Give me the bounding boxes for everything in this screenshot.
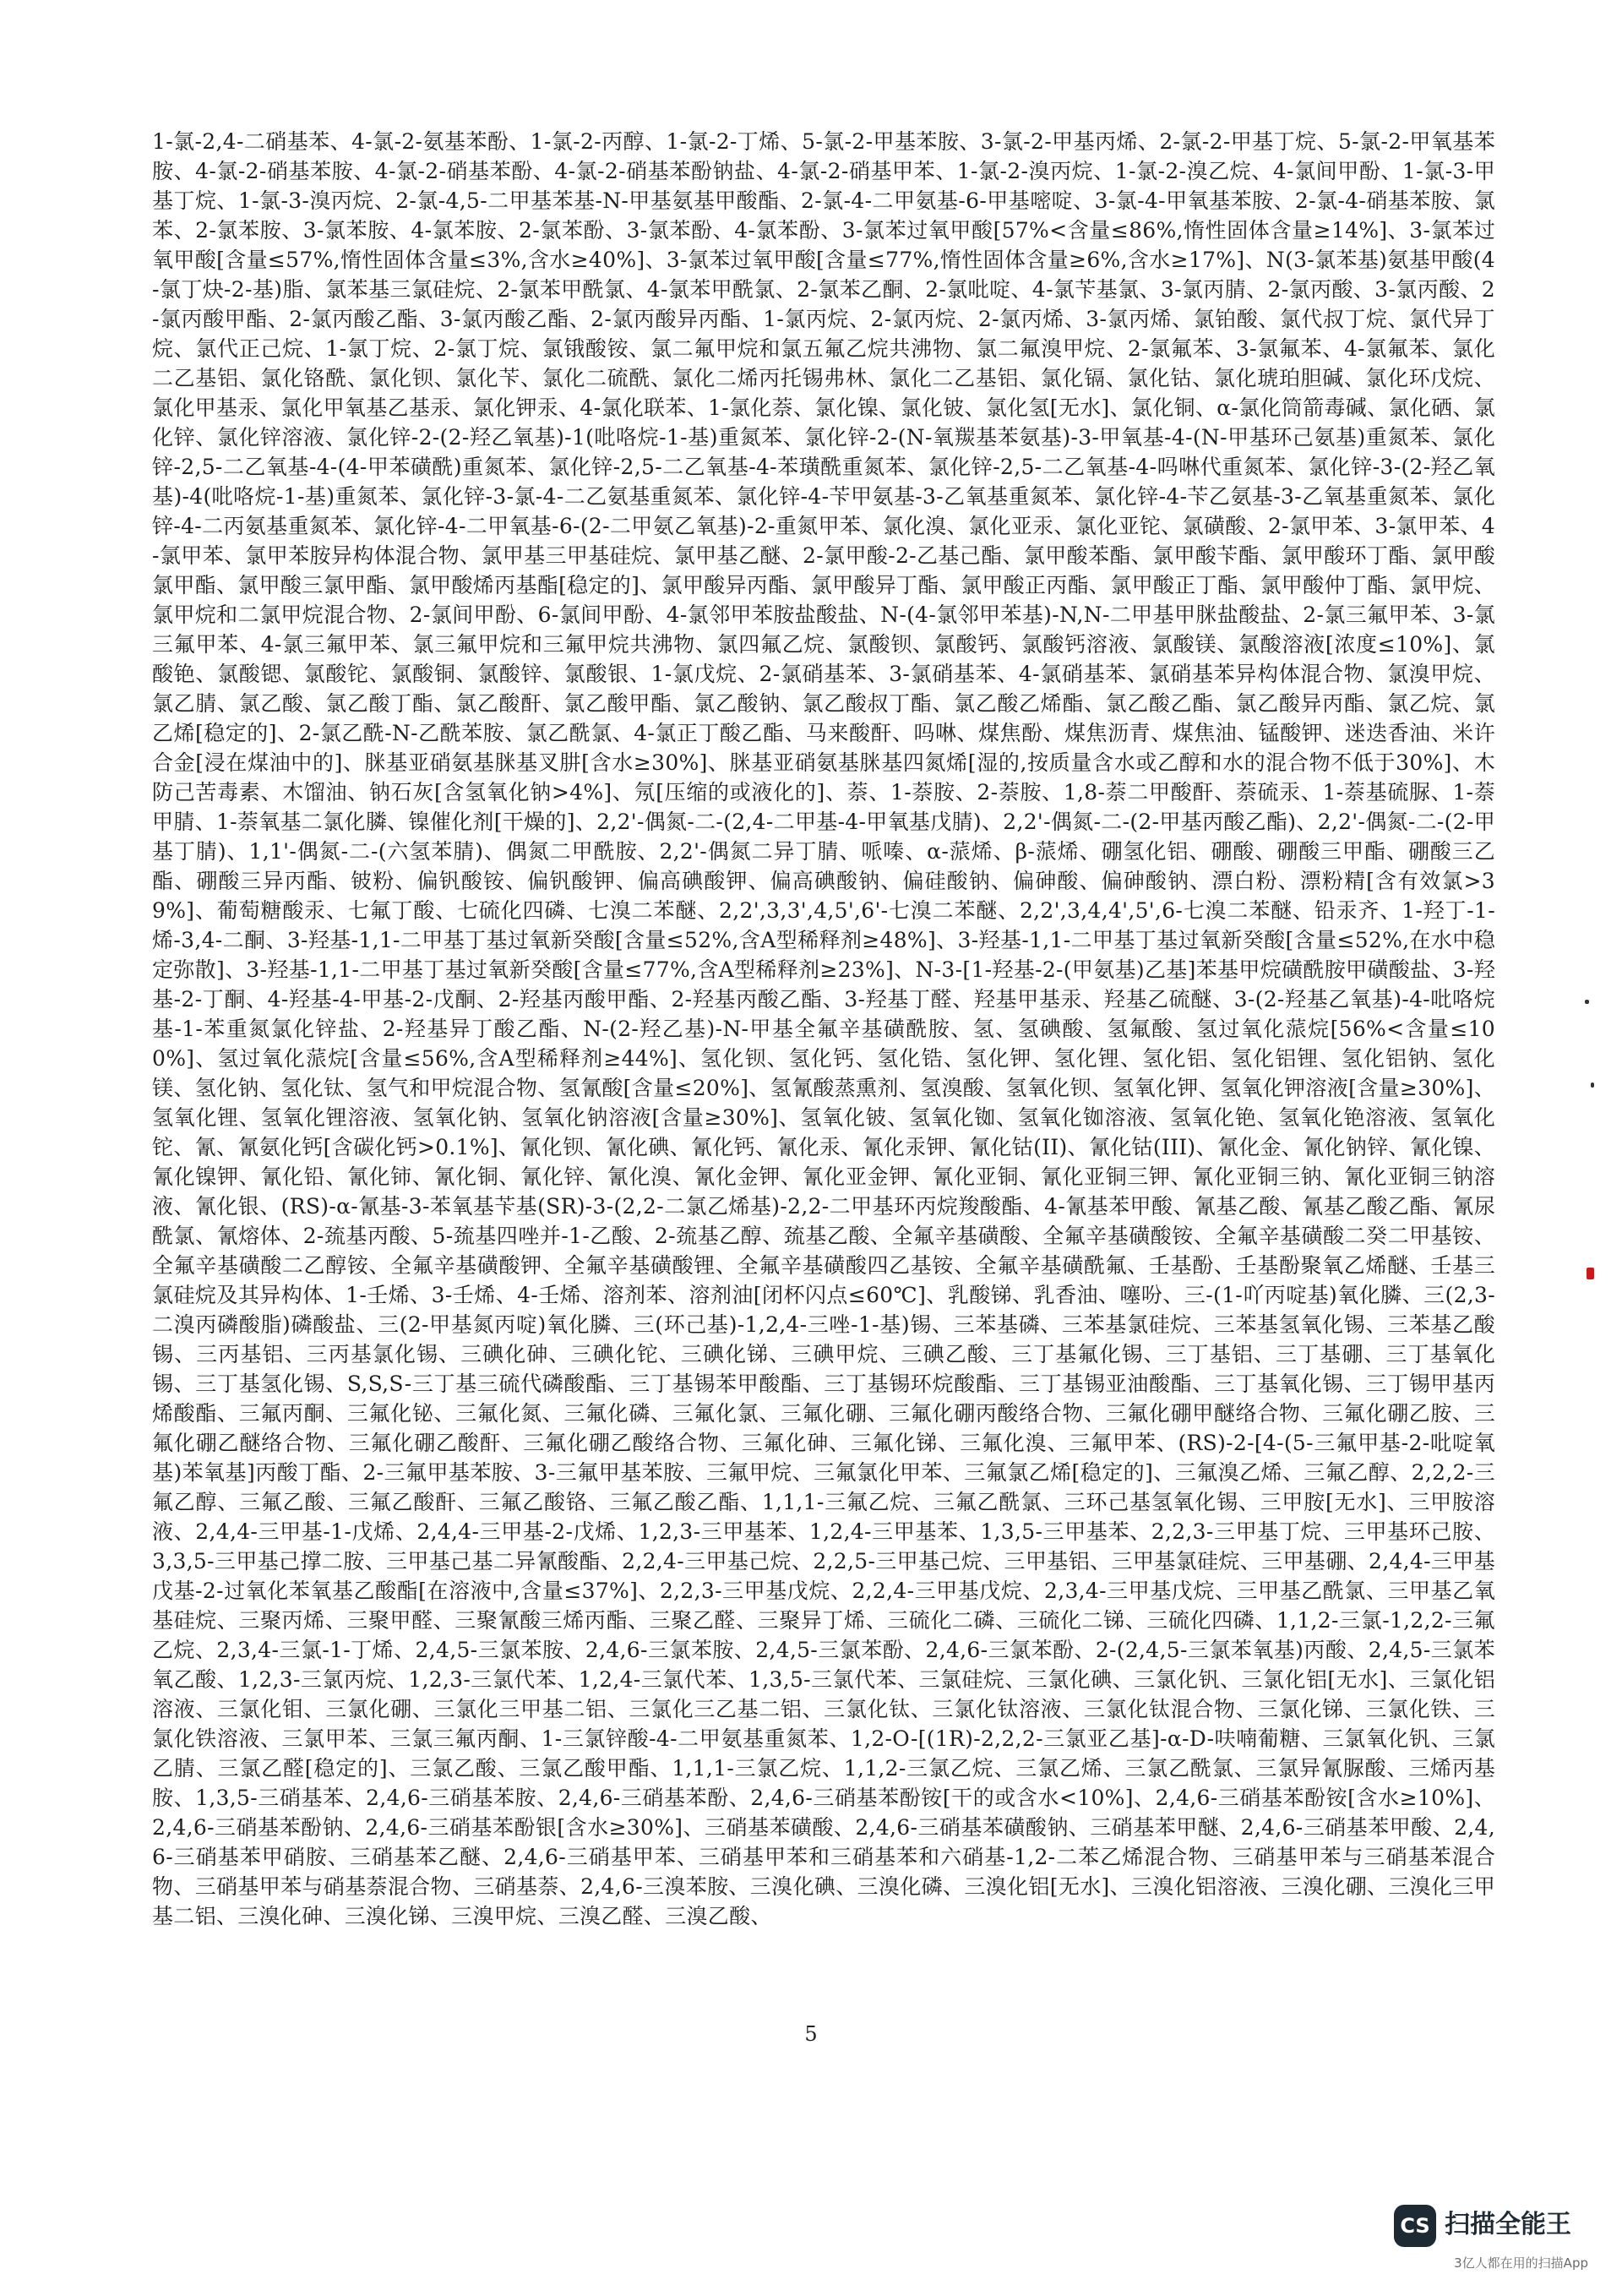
watermark-tagline: 3亿人都在用的扫描App bbox=[1454, 2255, 1588, 2271]
scanner-watermark bbox=[1394, 2203, 1588, 2274]
page-number: 5 bbox=[804, 2022, 818, 2046]
chemical-list-paragraph: 1-氯-2,4-二硝基苯、4-氯-2-氨基苯酚、1-氯-2-丙醇、1-氯-2-丁烯、5-氯-2-甲基苯胺、3-氯-2-甲基丙烯、2-氯-2-甲基丁烷、5-氯-2-甲氧基苯胺、4-氯-2-硝基苯胺、4-氯-2-硝基苯酚、4-氯-2-硝基苯酚钠盐、4-氯-2-硝基甲苯、1-氯-2-溴丙烷、1-氯-2-溴乙烷、4-氯间甲酚、1-氯-3-甲基丁烷、1-氯-3-溴丙烷、2-氯-4,5-二甲基苯基-N-甲基氨基甲酸酯、2-氯-4-二甲氨基-6-甲基嘧啶、3-氯-4-甲氧基苯胺、2-氯-4-硝基苯胺、氯苯、2-氯苯胺、3-氯苯胺、4-氯苯胺、2-氯苯酚、3-氯苯酚、4-氯苯酚、3-氯苯过氧甲酸[57%<含量≤86%,惰性固体含量≥14%]、3-氯苯过氧甲酸[含量≤57%,惰性固体含量≤3%,含水≥40%]、3-氯苯过氧甲酸[含量≤77%,惰性固体含量≥6%,含水≥17%]、N(3-氯苯基)氨基甲酸(4-氯丁炔-2-基)脂、氯苯基三氯硅烷、2-氯苯甲酰氯、4-氯苯甲酰氯、2-氯苯乙酮、2-氯吡啶、4-氯苄基氯、3-氯丙腈、2-氯丙酸、3-氯丙酸、2-氯丙酸甲酯、2-氯丙酸乙酯、3-氯丙酸乙酯、2-氯丙酸异丙酯、1-氯丙烷、2-氯丙烷、2-氯丙烯、3-氯丙烯、氯铂酸、氯代叔丁烷、氯代异丁烷、氯代正己烷、1-氯丁烷、2-氯丁烷、氯锇酸铵、氯二氟甲烷和氯五氟乙烷共沸物、氯二氟溴甲烷、2-氯氟苯、3-氯氟苯、4-氯氟苯、氯化二乙基铝、氯化铬酰、氯化钡、氯化苄、氯化二硫酰、氯化二烯丙托锡弗林、氯化二乙基铝、氯化镉、氯化钴、氯化琥珀胆碱、氯化环戊烷、氯化甲基汞、氯化甲氧基乙基汞、氯化钾汞、4-氯化联苯、1-氯化萘、氯化镍、氯化铍、氯化氢[无水]、氯化铜、α-氯化筒箭毒碱、氯化硒、氯化锌、氯化锌溶液、氯化锌-2-(2-羟乙氧基)-1(吡咯烷-1-基)重氮苯、氯化锌-2-(N-氧羰基苯氨基)-3-甲氧基-4-(N-甲基环己氨基)重氮苯、氯化锌-2,5-二乙氧基-4-(4-甲苯磺酰)重氮苯、氯化锌-2,5-二乙氧基-4-苯璜酰重氮苯、氯化锌-2,5-二乙氧基-4-吗啉代重氮苯、氯化锌-3-(2-羟乙氧基)-4(吡咯烷-1-基)重氮苯、氯化锌-3-氯-4-二乙氨基重氮苯、氯化锌-4-苄甲氨基-3-乙氧基重氮苯、氯化锌-4-苄乙氨基-3-乙氧基重氮苯、氯化锌-4-二丙氨基重氮苯、氯化锌-4-二甲氧基-6-(2-二甲氨乙氧基)-2-重氮甲苯、氯化溴、氯化亚汞、氯化亚铊、氯磺酸、2-氯甲苯、3-氯甲苯、4-氯甲苯、氯甲苯胺异构体混合物、氯甲基三甲基硅烷、氯甲基乙醚、2-氯甲酸-2-乙基己酯、氯甲酸苯酯、氯甲酸苄酯、氯甲酸环丁酯、氯甲酸氯甲酯、氯甲酸三氯甲酯、氯甲酸烯丙基酯[稳定的]、氯甲酸异丙酯、氯甲酸异丁酯、氯甲酸正丙酯、氯甲酸正丁酯、氯甲酸仲丁酯、氯甲烷、氯甲烷和二氯甲烷混合物、2-氯间甲酚、6-氯间甲酚、4-氯邻甲苯胺盐酸盐、N-(4-氯邻甲苯基)-N,N-二甲基甲脒盐酸盐、2-氯三氟甲苯、3-氯三氟甲苯、4-氯三氟甲苯、氯三氟甲烷和三氟甲烷共沸物、氯四氟乙烷、氯酸钡、氯酸钙、氯酸钙溶液、氯酸镁、氯酸溶液[浓度≤10%]、氯酸铯、氯酸锶、氯酸铊、氯酸铜、氯酸锌、氯酸银、1-氯戊烷、2-氯硝基苯、3-氯硝基苯、4-氯硝基苯、氯硝基苯异构体混合物、氯溴甲烷、氯乙腈、氯乙酸、氯乙酸丁酯、氯乙酸酐、氯乙酸甲酯、氯乙酸钠、氯乙酸叔丁酯、氯乙酸乙烯酯、氯乙酸乙酯、氯乙酸异丙酯、氯乙烷、氯乙烯[稳定的]、2-氯乙酰-N-乙酰苯胺、氯乙酰氯、4-氯正丁酸乙酯、马来酸酐、吗啉、煤焦酚、煤焦沥青、煤焦油、锰酸钾、迷迭香油、米许合金[浸在煤油中的]、脒基亚硝氨基脒基叉肼[含水≥30%]、脒基亚硝氨基脒基四氮烯[湿的,按质量含水或乙醇和水的混合物不低于30%]、木防己苦毒素、木馏油、钠石灰[含氢氧化钠>4%]、氖[压缩的或液化的]、萘、1-萘胺、2-萘胺、1,8-萘二甲酸酐、萘硫汞、1-萘基硫脲、1-萘甲腈、1-萘氧基二氯化膦、镍催化剂[干燥的]、2,2'-偶氮-二-(2,4-二甲基-4-甲氧基戊腈)、2,2'-偶氮-二-(2-甲基丙酸乙酯)、2,2'-偶氮-二-(2-甲基丁腈)、1,1'-偶氮-二-(六氢苯腈)、偶氮二甲酰胺、2,2'-偶氮二异丁腈、哌嗪、α-蒎烯、β-蒎烯、硼氢化铝、硼酸、硼酸三甲酯、硼酸三乙酯、硼酸三异丙酯、铍粉、偏钒酸铵、偏钒酸钾、偏高碘酸钾、偏高碘酸钠、偏硅酸钠、偏砷酸、偏砷酸钠、漂白粉、漂粉精[含有效氯>39%]、葡萄糖酸汞、七氟丁酸、七硫化四磷、七溴二苯醚、2,2',3,3',4,5',6'-七溴二苯醚、2,2',3,4,4',5',6-七溴二苯醚、铅汞齐、1-羟丁-1-烯-3,4-二酮、3-羟基-1,1-二甲基丁基过氧新癸酸[含量≤52%,含A型稀释剂≥48%]、3-羟基-1,1-二甲基丁基过氧新癸酸[含量≤52%,在水中稳定弥散]、3-羟基-1,1-二甲基丁基过氧新癸酸[含量≤77%,含A型稀释剂≥23%]、N-3-[1-羟基-2-(甲氨基)乙基]苯基甲烷磺酰胺甲磺酸盐、3-羟基-2-丁酮、4-羟基-4-甲基-2-戊酮、2-羟基丙酸甲酯、2-羟基丙酸乙酯、3-羟基丁醛、羟基甲基汞、羟基乙硫醚、3-(2-羟基乙氧基)-4-吡咯烷基-1-苯重氮氯化锌盐、2-羟基异丁酸乙酯、N-(2-羟乙基)-N-甲基全氟辛基磺酰胺、氢、氢碘酸、氢氟酸、氢过氧化蒎烷[56%<含量≤100%]、氢过氧化蒎烷[含量≤56%,含A型稀释剂≥44%]、氢化钡、氢化钙、氢化锆、氢化钾、氢化锂、氢化铝、氢化铝锂、氢化铝钠、氢化镁、氢化钠、氢化钛、氢气和甲烷混合物、氢氰酸[含量≤20%]、氢氰酸蒸熏剂、氢溴酸、氢氧化钡、氢氧化钾、氢氧化钾溶液[含量≥30%]、氢氧化锂、氢氧化锂溶液、氢氧化钠、氢氧化钠溶液[含量≥30%]、氢氧化铍、氢氧化铷、氢氧化铷溶液、氢氧化铯、氢氧化铯溶液、氢氧化铊、氰、氰氨化钙[含碳化钙>0.1%]、氰化钡、氰化碘、氰化钙、氰化汞、氰化汞钾、氰化钴(II)、氰化钴(III)、氰化金、氰化钠锌、氰化镍、氰化镍钾、氰化铅、氰化铈、氰化铜、氰化锌、氰化溴、氰化金钾、氰化亚金钾、氰化亚铜、氰化亚铜三钾、氰化亚铜三钠、氰化亚铜三钠溶液、氰化银、(RS)-α-氰基-3-苯氧基苄基(SR)-3-(2,2-二氯乙烯基)-2,2-二甲基环丙烷羧酸酯、4-氰基苯甲酸、氰基乙酸、氰基乙酸乙酯、氰尿酰氯、氰熔体、2-巯基丙酸、5-巯基四唑并-1-乙酸、2-巯基乙醇、巯基乙酸、全氟辛基磺酸、全氟辛基磺酸铵、全氟辛基磺酸二癸二甲基铵、全氟辛基磺酸二乙醇铵、全氟辛基磺酸钾、全氟辛基磺酸锂、全氟辛基磺酸四乙基铵、全氟辛基磺酰氟、壬基酚、壬基酚聚氧乙烯醚、壬基三氯硅烷及其异构体、1-壬烯、3-壬烯、4-壬烯、溶剂苯、溶剂油[闭杯闪点≤60℃]、乳酸锑、乳香油、噻吩、三-(1-吖丙啶基)氧化膦、三(2,3-二溴丙磷酸脂)磷酸盐、三(2-甲基氮丙啶)氧化膦、三(环己基)-1,2,4-三唑-1-基)锡、三苯基磷、三苯基氯硅烷、三苯基氢氧化锡、三苯基乙酸锡、三丙基铝、三丙基氯化锡、三碘化砷、三碘化铊、三碘化锑、三碘甲烷、三碘乙酸、三丁基氟化锡、三丁基铝、三丁基硼、三丁基氧化锡、三丁基氢化锡、S,S,S-三丁基三硫代磷酸酯、三丁基锡苯甲酸酯、三丁基锡环烷酸酯、三丁基锡亚油酸酯、三丁基氧化锡、三丁锡甲基丙烯酸酯、三氟丙酮、三氟化铋、三氟化氮、三氟化磷、三氟化氯、三氟化硼、三氟化硼丙酸络合物、三氟化硼甲醚络合物、三氟化硼乙胺、三氟化硼乙醚络合物、三氟化硼乙酸酐、三氟化硼乙酸络合物、三氟化砷、三氟化锑、三氟化溴、三氟甲苯、(RS)-2-[4-(5-三氟甲基-2-吡啶氧基)苯氧基]丙酸丁酯、2-三氟甲基苯胺、3-三氟甲基苯胺、三氟甲烷、三氟氯化甲苯、三氟氯乙烯[稳定的]、三氟溴乙烯、三氟乙醇、2,2,2-三氟乙醇、三氟乙酸、三氟乙酸酐、三氟乙酸铬、三氟乙酸乙酯、1,1,1-三氟乙烷、三氟乙酰氯、三环己基氢氧化锡、三甲胺[无水]、三甲胺溶液、2,4,4-三甲基-1-戊烯、2,4,4-三甲基-2-戊烯、1,2,3-三甲基苯、1,2,4-三甲基苯、1,3,5-三甲基苯、2,2,3-三甲基丁烷、三甲基环己胺、3,3,5-三甲基己撑二胺、三甲基己基二异氰酸酯、2,2,4-三甲基己烷、2,2,5-三甲基己烷、三甲基铝、三甲基氯硅烷、三甲基硼、2,4,4-三甲基戊基-2-过氧化苯氧基乙酸酯[在溶液中,含量≤37%]、2,2,3-三甲基戊烷、2,2,4-三甲基戊烷、2,3,4-三甲基戊烷、三甲基乙酰氯、三甲基乙氧基硅烷、三聚丙烯、三聚甲醛、三聚氰酸三烯丙酯、三聚乙醛、三聚异丁烯、三硫化二磷、三硫化二锑、三硫化四磷、1,1,2-三氯-1,2,2-三氟乙烷、2,3,4-三氯-1-丁烯、2,4,5-三氯苯胺、2,4,6-三氯苯胺、2,4,5-三氯苯酚、2,4,6-三氯苯酚、2-(2,4,5-三氯苯氧基)丙酸、2,4,5-三氯苯氧乙酸、1,2,3-三氯丙烷、1,2,3-三氯代苯、1,2,4-三氯代苯、1,3,5-三氯代苯、三氯硅烷、三氯化碘、三氯化钒、三氯化铝[无水]、三氯化铝溶液、三氯化钼、三氯化硼、三氯化三甲基二铝、三氯化三乙基二铝、三氯化钛、三氯化钛溶液、三氯化钛混合物、三氯化锑、三氯化铁、三氯化铁溶液、三氯甲苯、三氯三氟丙酮、1-三氯锌酸-4-二甲氨基重氮苯、1,2-O-[(1R)-2,2,2-三氯亚乙基]-α-D-呋喃葡糖、三氯氧化钒、三氯乙腈、三氯乙醛[稳定的]、三氯乙酸、三氯乙酸甲酯、1,1,1-三氯乙烷、1,1,2-三氯乙烷、三氯乙烯、三氯乙酰氯、三氯异氰脲酸、三烯丙基胺、1,3,5-三硝基苯、2,4,6-三硝基苯胺、2,4,6-三硝基苯酚、2,4,6-三硝基苯酚铵[干的或含水<10%]、2,4,6-三硝基苯酚铵[含水≥10%]、2,4,6-三硝基苯酚钠、2,4,6-三硝基苯酚银[含水≥30%]、三硝基苯磺酸、2,4,6-三硝基苯磺酸钠、三硝基苯甲醚、2,4,6-三硝基苯甲酸、2,4,6-三硝基苯甲硝胺、三硝基苯乙醚、2,4,6-三硝基甲苯、三硝基甲苯和三硝基苯和六硝基-1,2-二苯乙烯混合物、三硝基甲苯与三硝基苯混合物、三硝基甲苯与硝基萘混合物、三硝基萘、2,4,6-三溴苯胺、三溴化碘、三溴化磷、三溴化铝[无水]、三溴化铝溶液、三溴化硼、三溴化三甲基二铝、三溴化砷、三溴化锑、三溴甲烷、三溴乙醛、三溴乙酸、 bbox=[152, 129, 1495, 1928]
red-edge-mark bbox=[1587, 1268, 1594, 1279]
document-page bbox=[152, 127, 1495, 1931]
watermark-app-name: 扫描全能王 bbox=[1445, 2210, 1571, 2239]
camscanner-logo-icon: CS bbox=[1394, 2205, 1436, 2247]
scan-mark-dot bbox=[1585, 1000, 1589, 1004]
scan-mark-dot bbox=[1591, 1083, 1594, 1088]
